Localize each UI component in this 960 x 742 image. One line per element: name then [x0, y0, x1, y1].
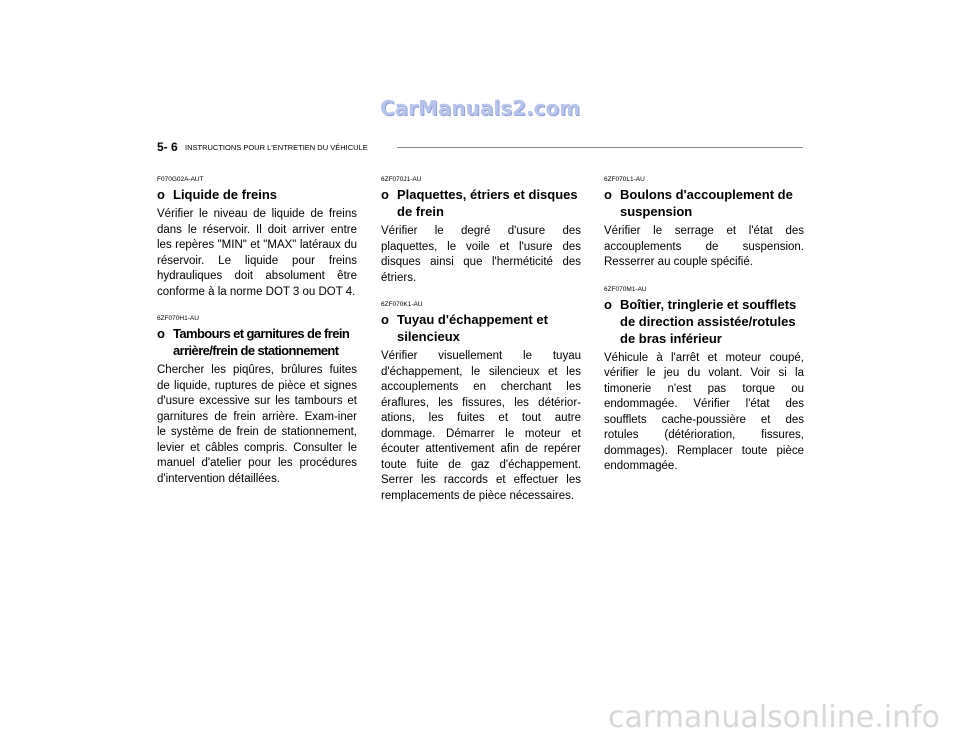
section-code: F070G02A-AUT — [157, 176, 204, 183]
section-body: Chercher les piqûres, brûlures fuites de liquide, ruptures de pièce et signes d'usure excessive sur les tambours et garnitures de frein arrière. Exam-iner le système de frein de stationnement, levier et câbles compris. Consulter le manuel d'atelier pour les procédures d'intervention détaillées. — [157, 364, 357, 485]
bullet-marker: o — [157, 326, 165, 341]
section-body: Vérifier le niveau de liquide de freins dans le réservoir. Il doit arriver entre les repères "MIN" et "MAX" latéraux du réservoir. Le liquide pour freins hydrauliques doit absolument être conforme à la norme DOT 3 ou DOT 4. — [157, 208, 357, 298]
section-heading — [381, 186, 581, 220]
section-heading — [157, 325, 357, 359]
bullet-marker: o — [604, 296, 612, 312]
bullet-marker: o — [381, 187, 389, 202]
section-heading — [604, 186, 804, 220]
watermark-logo-top[interactable]: CarManuals2.com — [379, 96, 581, 120]
section-brake-pads — [381, 175, 581, 286]
section-code: 6ZF070M1-AU — [604, 285, 647, 293]
bullet-marker: o — [604, 187, 612, 202]
section-code: 6ZF070J1-AU — [381, 176, 422, 183]
section-code: 6ZF070L1-AU — [604, 176, 645, 183]
section-heading — [604, 296, 804, 347]
column-2 — [381, 175, 581, 518]
section-heading — [157, 186, 357, 203]
section-code: 6ZF070H1-AU — [157, 315, 199, 322]
section-body: Vérifier visuellement le tuyau d'échappement, le silencieux et les accouplements en cherchant les éraflures, les fissures, les détérior-ations, les fuites et tout autre dommage. Démarrer le moteur et écouter attentivement afin de repérer toute fuite de gaz d'échappement. Serrer les raccords et effectuer les remplacements de pièce nécessaires. — [381, 350, 581, 502]
section-heading-text: Tambours et garnitures de frein arrière/frein de stationnement — [173, 326, 350, 358]
section-heading-text: Boîtier, tringlerie et soufflets de direction assistée/rotules de bras inférieur — [620, 296, 797, 346]
bullet-marker: o — [381, 312, 389, 327]
column-3 — [604, 175, 804, 489]
section-rear-brake-drums — [157, 314, 357, 487]
section-body: Véhicule à l'arrêt et moteur coupé, vérifier le jeu du volant. Voir si la timonerie n'est pas torque ou endommagée. Vérifier l'état des soufflets cache-poussière et des rotules (détérioration, fissures, dommages). Remplacer toute pièce endommagée. — [604, 351, 804, 472]
page-number: 5- 6 — [157, 140, 178, 154]
section-brake-fluid — [157, 175, 357, 300]
section-title: INSTRUCTIONS POUR L'ENTRETIEN DU VÉHICULE — [185, 143, 368, 152]
section-heading — [381, 311, 581, 345]
section-heading-text: Liquide de freins — [173, 187, 278, 202]
page-header — [157, 140, 803, 156]
section-heading-text: Plaquettes, étriers et disques de frein — [397, 187, 578, 219]
column-1 — [157, 175, 357, 501]
section-code: 6ZF070K1-AU — [381, 301, 423, 308]
watermark-logo-bottom[interactable]: carmanualsonline.info — [608, 700, 940, 735]
bullet-marker: o — [157, 187, 165, 202]
section-steering — [604, 285, 804, 475]
section-exhaust — [381, 300, 581, 504]
section-body: Vérifier le serrage et l'état des accouplements de suspension. Resserrer au couple spécifié. — [604, 225, 804, 268]
section-suspension-bolts — [604, 175, 804, 271]
section-heading-text: Tuyau d'échappement et silencieux — [397, 312, 548, 344]
section-heading-text: Boulons d'accouplement de suspension — [620, 187, 793, 219]
header-divider — [397, 147, 803, 148]
section-body: Vérifier le degré d'usure des plaquettes, le voile et l'usure des disques ainsi que l'herméticité des étriers. — [381, 225, 581, 284]
